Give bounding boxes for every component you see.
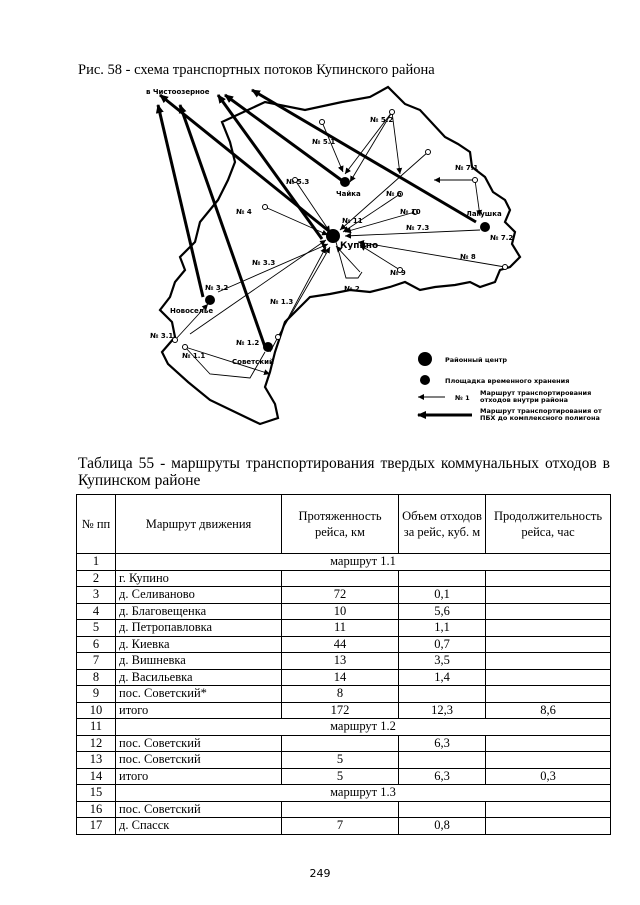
cell-route-group: маршрут 1.1: [116, 554, 611, 571]
label-lagushka: Лагушка: [466, 210, 502, 218]
label-chaika: Чайка: [336, 190, 361, 198]
cell-route: пос. Советский: [116, 735, 282, 752]
cell-length: 5: [282, 768, 399, 785]
label-route-1-3: № 1.3: [270, 298, 294, 306]
cell-num: 8: [77, 669, 116, 686]
cell-route: пос. Советский*: [116, 686, 282, 703]
cell-route: д. Благовещенка: [116, 603, 282, 620]
label-route-7-1: № 7.1: [455, 164, 479, 172]
label-route-2: № 2: [344, 285, 360, 293]
table-row: [77, 570, 611, 587]
cell-num: 14: [77, 768, 116, 785]
cell-num: 10: [77, 702, 116, 719]
label-route-6: № 6: [386, 190, 402, 198]
label-route-3-3: № 3.3: [252, 259, 276, 267]
cell-duration: [486, 636, 611, 653]
figure-caption: Рис. 58 - схема транспортных потоков Купинского района: [78, 62, 435, 78]
table-caption: Таблица 55 - маршруты транспортирования твердых коммунальных отходов в Купинском районе: [78, 455, 610, 489]
legend-district-center: Районный центр: [445, 356, 507, 364]
storage-sites: [205, 177, 490, 352]
transport-flow-map: [100, 82, 620, 432]
table-row: [77, 620, 611, 637]
cell-route: итого: [116, 702, 282, 719]
cell-volume: [399, 686, 486, 703]
cell-num: 1: [77, 554, 116, 571]
cell-num: 6: [77, 636, 116, 653]
cell-num: 13: [77, 752, 116, 769]
label-route-1-1: № 1.1: [182, 352, 206, 360]
cell-route: д. Вишневка: [116, 653, 282, 670]
cell-duration: [486, 686, 611, 703]
cell-num: 5: [77, 620, 116, 637]
cell-volume: 0,8: [399, 818, 486, 835]
label-chistoozernoe: в Чистоозерное: [146, 88, 210, 96]
cell-length: 8: [282, 686, 399, 703]
cell-num: 2: [77, 570, 116, 587]
table-body: [77, 554, 611, 835]
legend-route-inside-2: отходов внутри района: [480, 396, 568, 404]
legend-route-sample: № 1: [455, 394, 470, 402]
table-row: [77, 554, 611, 571]
cell-route: д. Селиваново: [116, 587, 282, 604]
label-sovetsky: Советский: [232, 358, 274, 366]
table-row: [77, 719, 611, 736]
cell-route-group: маршрут 1.3: [116, 785, 611, 802]
table-row: [77, 636, 611, 653]
label-route-3-1: № 3.1: [150, 332, 174, 340]
header-route: Маршрут движения: [116, 495, 282, 554]
cell-volume: [399, 752, 486, 769]
cell-route: пос. Советский: [116, 801, 282, 818]
cell-length: [282, 570, 399, 587]
cell-volume: 6,3: [399, 735, 486, 752]
cell-duration: [486, 653, 611, 670]
cell-route: г. Купино: [116, 570, 282, 587]
legend-temp-storage: Площадка временного хранения: [445, 377, 570, 385]
cell-length: 14: [282, 669, 399, 686]
cell-length: 44: [282, 636, 399, 653]
cell-duration: 0,3: [486, 768, 611, 785]
cell-num: 3: [77, 587, 116, 604]
table-row: [77, 768, 611, 785]
cell-num: 4: [77, 603, 116, 620]
table-row: [77, 653, 611, 670]
cell-volume: 12,3: [399, 702, 486, 719]
label-route-7-2: № 7.2: [490, 234, 514, 242]
table-row: [77, 735, 611, 752]
cell-volume: 1,1: [399, 620, 486, 637]
cell-num: 12: [77, 735, 116, 752]
label-route-5-3: № 5.3: [286, 178, 310, 186]
table-row: [77, 669, 611, 686]
cell-duration: 8,6: [486, 702, 611, 719]
cell-route: д. Спасск: [116, 818, 282, 835]
cell-length: 5: [282, 752, 399, 769]
cell-route: д. Петропавловка: [116, 620, 282, 637]
cell-length: 72: [282, 587, 399, 604]
label-kupino: Купино: [340, 241, 379, 251]
cell-duration: [486, 735, 611, 752]
cell-length: [282, 801, 399, 818]
table-row: [77, 785, 611, 802]
label-route-4: № 4: [236, 208, 252, 216]
routes-table: [76, 494, 611, 835]
cell-duration: [486, 669, 611, 686]
label-route-11: № 11: [342, 217, 363, 225]
table-row: [77, 818, 611, 835]
header-num: № пп: [77, 495, 116, 554]
label-route-9: № 9: [390, 269, 406, 277]
label-route-8: № 8: [460, 253, 476, 261]
table-row: [77, 587, 611, 604]
cell-duration: [486, 752, 611, 769]
cell-route: итого: [116, 768, 282, 785]
cell-route: пос. Советский: [116, 752, 282, 769]
page-number: 249: [309, 867, 331, 880]
header-length: Протяженность рейса, км: [282, 495, 399, 554]
cell-route-group: маршрут 1.2: [116, 719, 611, 736]
table-header-row: [77, 495, 611, 554]
header-volume: Объем отходов за рейс, куб. м: [399, 495, 486, 554]
cell-volume: [399, 801, 486, 818]
cell-duration: [486, 818, 611, 835]
cell-num: 15: [77, 785, 116, 802]
cell-duration: [486, 570, 611, 587]
district-center-kupino: [326, 229, 340, 243]
cell-num: 7: [77, 653, 116, 670]
label-route-10: № 10: [400, 208, 421, 216]
legend-route-inside-1: Маршрут транспортирования: [480, 389, 592, 397]
label-novoselie: Новоселье: [170, 307, 214, 315]
legend-route-pbx-2: ПБХ до комплексного полигона: [480, 414, 600, 422]
label-route-3-2: № 3.2: [205, 284, 229, 292]
legend-route-pbx-1: Маршрут транспортирования от: [480, 407, 602, 415]
map-legend: [418, 352, 602, 422]
cell-duration: [486, 801, 611, 818]
cell-volume: [399, 570, 486, 587]
cell-length: 13: [282, 653, 399, 670]
cell-duration: [486, 603, 611, 620]
cell-num: 9: [77, 686, 116, 703]
header-duration: Продолжительность рейса, час: [486, 495, 611, 554]
label-route-1-2: № 1.2: [236, 339, 260, 347]
cell-duration: [486, 620, 611, 637]
cell-length: [282, 735, 399, 752]
cell-num: 11: [77, 719, 116, 736]
cell-length: 7: [282, 818, 399, 835]
cell-duration: [486, 587, 611, 604]
label-route-5-2: № 5.2: [370, 116, 394, 124]
cell-volume: 6,3: [399, 768, 486, 785]
table-row: [77, 603, 611, 620]
cell-route: д. Киевка: [116, 636, 282, 653]
cell-volume: 3,5: [399, 653, 486, 670]
table-row: [77, 702, 611, 719]
cell-route: д. Васильевка: [116, 669, 282, 686]
cell-num: 17: [77, 818, 116, 835]
label-route-7-3: № 7.3: [406, 224, 430, 232]
cell-num: 16: [77, 801, 116, 818]
table-row: [77, 752, 611, 769]
table-row: [77, 686, 611, 703]
label-route-5-1: № 5.1: [312, 138, 336, 146]
cell-length: 172: [282, 702, 399, 719]
cell-volume: 0,1: [399, 587, 486, 604]
cell-volume: 5,6: [399, 603, 486, 620]
cell-length: 11: [282, 620, 399, 637]
cell-length: 10: [282, 603, 399, 620]
cell-volume: 0,7: [399, 636, 486, 653]
cell-volume: 1,4: [399, 669, 486, 686]
table-row: [77, 801, 611, 818]
